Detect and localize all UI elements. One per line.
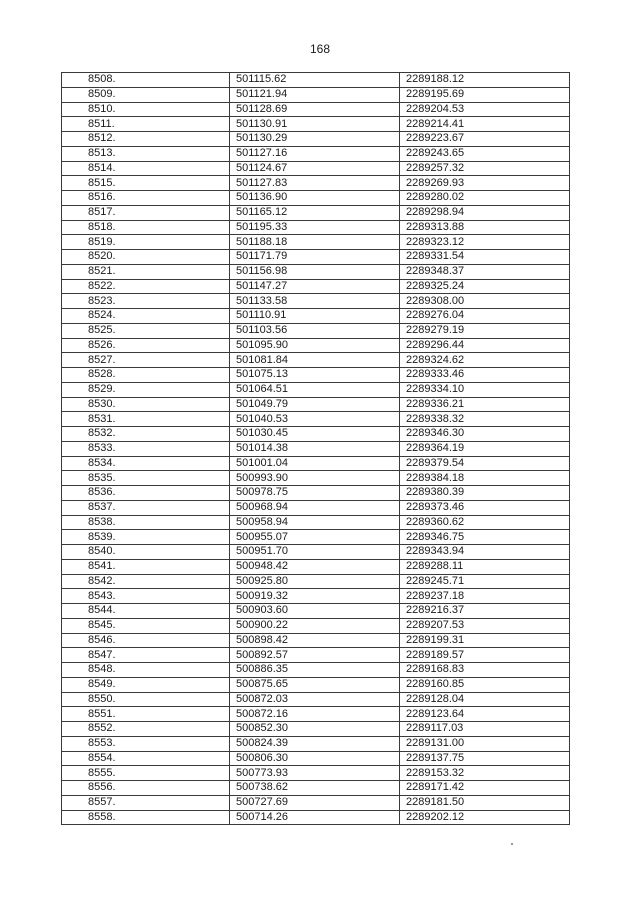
x-coordinate-cell: 501121.94 [230, 87, 400, 102]
point-number-cell: 8527. [62, 353, 230, 368]
y-coordinate-cell: 2289214.41 [400, 117, 570, 132]
table-row [62, 250, 570, 265]
y-coordinate-cell: 2289298.94 [400, 205, 570, 220]
table-row [62, 205, 570, 220]
y-coordinate-cell: 2289202.12 [400, 810, 570, 825]
x-coordinate-cell: 500872.16 [230, 707, 400, 722]
x-coordinate-cell: 501124.67 [230, 161, 400, 176]
point-number-cell: 8551. [62, 707, 230, 722]
y-coordinate-cell: 2289346.30 [400, 427, 570, 442]
y-coordinate-cell: 2289279.19 [400, 323, 570, 338]
x-coordinate-cell: 500919.32 [230, 589, 400, 604]
point-number-cell: 8525. [62, 323, 230, 338]
table-row [62, 382, 570, 397]
y-coordinate-cell: 2289195.69 [400, 87, 570, 102]
y-coordinate-cell: 2289334.10 [400, 382, 570, 397]
y-coordinate-cell: 2289276.04 [400, 309, 570, 324]
point-number-cell: 8517. [62, 205, 230, 220]
y-coordinate-cell: 2289331.54 [400, 250, 570, 265]
y-coordinate-cell: 2289181.50 [400, 795, 570, 810]
x-coordinate-cell: 500925.80 [230, 574, 400, 589]
x-coordinate-cell: 501133.58 [230, 294, 400, 309]
table-row [62, 368, 570, 383]
table-row [62, 781, 570, 796]
table-row [62, 515, 570, 530]
table-row [62, 397, 570, 412]
y-coordinate-cell: 2289325.24 [400, 279, 570, 294]
table-row [62, 530, 570, 545]
point-number-cell: 8536. [62, 486, 230, 501]
y-coordinate-cell: 2289336.21 [400, 397, 570, 412]
x-coordinate-cell: 500955.07 [230, 530, 400, 545]
point-number-cell: 8518. [62, 220, 230, 235]
x-coordinate-cell: 500714.26 [230, 810, 400, 825]
point-number-cell: 8537. [62, 500, 230, 515]
table-row [62, 692, 570, 707]
y-coordinate-cell: 2289160.85 [400, 677, 570, 692]
y-coordinate-cell: 2289168.83 [400, 663, 570, 678]
point-number-cell: 8544. [62, 604, 230, 619]
table-row [62, 294, 570, 309]
y-coordinate-cell: 2289245.71 [400, 574, 570, 589]
point-number-cell: 8528. [62, 368, 230, 383]
point-number-cell: 8523. [62, 294, 230, 309]
table-row [62, 176, 570, 191]
y-coordinate-cell: 2289243.65 [400, 146, 570, 161]
y-coordinate-cell: 2289384.18 [400, 471, 570, 486]
y-coordinate-cell: 2289308.00 [400, 294, 570, 309]
table-row [62, 161, 570, 176]
x-coordinate-cell: 501147.27 [230, 279, 400, 294]
table-row [62, 132, 570, 147]
point-number-cell: 8545. [62, 618, 230, 633]
point-number-cell: 8535. [62, 471, 230, 486]
x-coordinate-cell: 501110.91 [230, 309, 400, 324]
x-coordinate-cell: 501014.38 [230, 441, 400, 456]
x-coordinate-cell: 501049.79 [230, 397, 400, 412]
y-coordinate-cell: 2289333.46 [400, 368, 570, 383]
y-coordinate-cell: 2289348.37 [400, 264, 570, 279]
x-coordinate-cell: 500978.75 [230, 486, 400, 501]
point-number-cell: 8538. [62, 515, 230, 530]
table-row [62, 486, 570, 501]
point-number-cell: 8529. [62, 382, 230, 397]
y-coordinate-cell: 2289360.62 [400, 515, 570, 530]
point-number-cell: 8515. [62, 176, 230, 191]
table-row [62, 722, 570, 737]
x-coordinate-cell: 500806.30 [230, 751, 400, 766]
table-row [62, 191, 570, 206]
table-row [62, 87, 570, 102]
table-row [62, 618, 570, 633]
point-number-cell: 8534. [62, 456, 230, 471]
x-coordinate-cell: 500951.70 [230, 545, 400, 560]
point-number-cell: 8558. [62, 810, 230, 825]
point-number-cell: 8509. [62, 87, 230, 102]
point-number-cell: 8554. [62, 751, 230, 766]
y-coordinate-cell: 2289364.19 [400, 441, 570, 456]
point-number-cell: 8513. [62, 146, 230, 161]
table-row [62, 235, 570, 250]
point-number-cell: 8511. [62, 117, 230, 132]
point-number-cell: 8519. [62, 235, 230, 250]
table-row [62, 736, 570, 751]
table-row [62, 117, 570, 132]
coordinates-table-body [62, 73, 570, 825]
point-number-cell: 8510. [62, 102, 230, 117]
y-coordinate-cell: 2289137.75 [400, 751, 570, 766]
table-row [62, 412, 570, 427]
table-row [62, 146, 570, 161]
x-coordinate-cell: 501103.56 [230, 323, 400, 338]
point-number-cell: 8552. [62, 722, 230, 737]
point-number-cell: 8512. [62, 132, 230, 147]
y-coordinate-cell: 2289171.42 [400, 781, 570, 796]
y-coordinate-cell: 2289204.53 [400, 102, 570, 117]
table-row [62, 73, 570, 88]
table-row [62, 648, 570, 663]
y-coordinate-cell: 2289269.93 [400, 176, 570, 191]
point-number-cell: 8548. [62, 663, 230, 678]
y-coordinate-cell: 2289338.32 [400, 412, 570, 427]
y-coordinate-cell: 2289117.03 [400, 722, 570, 737]
point-number-cell: 8541. [62, 559, 230, 574]
point-number-cell: 8550. [62, 692, 230, 707]
y-coordinate-cell: 2289131.00 [400, 736, 570, 751]
x-coordinate-cell: 501136.90 [230, 191, 400, 206]
y-coordinate-cell: 2289280.02 [400, 191, 570, 206]
table-row [62, 220, 570, 235]
point-number-cell: 8556. [62, 781, 230, 796]
point-number-cell: 8526. [62, 338, 230, 353]
table-row [62, 677, 570, 692]
point-number-cell: 8557. [62, 795, 230, 810]
y-coordinate-cell: 2289199.31 [400, 633, 570, 648]
point-number-cell: 8508. [62, 73, 230, 88]
x-coordinate-cell: 500738.62 [230, 781, 400, 796]
y-coordinate-cell: 2289188.12 [400, 73, 570, 88]
point-number-cell: 8530. [62, 397, 230, 412]
x-coordinate-cell: 500875.65 [230, 677, 400, 692]
point-number-cell: 8542. [62, 574, 230, 589]
x-coordinate-cell: 501095.90 [230, 338, 400, 353]
table-row [62, 471, 570, 486]
point-number-cell: 8540. [62, 545, 230, 560]
point-number-cell: 8532. [62, 427, 230, 442]
x-coordinate-cell: 501130.29 [230, 132, 400, 147]
x-coordinate-cell: 500773.93 [230, 766, 400, 781]
point-number-cell: 8521. [62, 264, 230, 279]
table-row [62, 102, 570, 117]
coordinates-table [61, 72, 570, 825]
y-coordinate-cell: 2289189.57 [400, 648, 570, 663]
x-coordinate-cell: 500727.69 [230, 795, 400, 810]
x-coordinate-cell: 501040.53 [230, 412, 400, 427]
y-coordinate-cell: 2289379.54 [400, 456, 570, 471]
table-row [62, 810, 570, 825]
table-row [62, 795, 570, 810]
point-number-cell: 8543. [62, 589, 230, 604]
y-coordinate-cell: 2289153.32 [400, 766, 570, 781]
point-number-cell: 8533. [62, 441, 230, 456]
x-coordinate-cell: 501156.98 [230, 264, 400, 279]
y-coordinate-cell: 2289380.39 [400, 486, 570, 501]
page-number: 168 [309, 42, 331, 56]
x-coordinate-cell: 501195.33 [230, 220, 400, 235]
x-coordinate-cell: 500824.39 [230, 736, 400, 751]
x-coordinate-cell: 501128.69 [230, 102, 400, 117]
y-coordinate-cell: 2289324.62 [400, 353, 570, 368]
x-coordinate-cell: 501081.84 [230, 353, 400, 368]
y-coordinate-cell: 2289296.44 [400, 338, 570, 353]
y-coordinate-cell: 2289223.67 [400, 132, 570, 147]
x-coordinate-cell: 500852.30 [230, 722, 400, 737]
table-row [62, 766, 570, 781]
point-number-cell: 8539. [62, 530, 230, 545]
x-coordinate-cell: 500898.42 [230, 633, 400, 648]
y-coordinate-cell: 2289343.94 [400, 545, 570, 560]
table-row [62, 663, 570, 678]
point-number-cell: 8553. [62, 736, 230, 751]
table-row [62, 707, 570, 722]
point-number-cell: 8524. [62, 309, 230, 324]
y-coordinate-cell: 2289216.37 [400, 604, 570, 619]
x-coordinate-cell: 501130.91 [230, 117, 400, 132]
x-coordinate-cell: 500886.35 [230, 663, 400, 678]
table-row [62, 338, 570, 353]
point-number-cell: 8522. [62, 279, 230, 294]
table-row [62, 574, 570, 589]
table-row [62, 500, 570, 515]
point-number-cell: 8531. [62, 412, 230, 427]
point-number-cell: 8549. [62, 677, 230, 692]
point-number-cell: 8516. [62, 191, 230, 206]
y-coordinate-cell: 2289346.75 [400, 530, 570, 545]
table-row [62, 559, 570, 574]
x-coordinate-cell: 500948.42 [230, 559, 400, 574]
x-coordinate-cell: 500958.94 [230, 515, 400, 530]
x-coordinate-cell: 500900.22 [230, 618, 400, 633]
x-coordinate-cell: 500968.94 [230, 500, 400, 515]
table-row [62, 441, 570, 456]
x-coordinate-cell: 501115.62 [230, 73, 400, 88]
table-row [62, 604, 570, 619]
x-coordinate-cell: 501064.51 [230, 382, 400, 397]
point-number-cell: 8546. [62, 633, 230, 648]
point-number-cell: 8555. [62, 766, 230, 781]
x-coordinate-cell: 501171.79 [230, 250, 400, 265]
x-coordinate-cell: 500993.90 [230, 471, 400, 486]
y-coordinate-cell: 2289207.53 [400, 618, 570, 633]
y-coordinate-cell: 2289123.64 [400, 707, 570, 722]
point-number-cell: 8514. [62, 161, 230, 176]
y-coordinate-cell: 2289288.11 [400, 559, 570, 574]
x-coordinate-cell: 501001.04 [230, 456, 400, 471]
x-coordinate-cell: 501030.45 [230, 427, 400, 442]
x-coordinate-cell: 501127.83 [230, 176, 400, 191]
x-coordinate-cell: 501075.13 [230, 368, 400, 383]
y-coordinate-cell: 2289323.12 [400, 235, 570, 250]
y-coordinate-cell: 2289128.04 [400, 692, 570, 707]
point-number-cell: 8547. [62, 648, 230, 663]
table-row [62, 751, 570, 766]
table-row [62, 353, 570, 368]
table-row [62, 309, 570, 324]
table-row [62, 589, 570, 604]
table-row [62, 264, 570, 279]
y-coordinate-cell: 2289313.88 [400, 220, 570, 235]
x-coordinate-cell: 501188.18 [230, 235, 400, 250]
y-coordinate-cell: 2289373.46 [400, 500, 570, 515]
table-row [62, 545, 570, 560]
y-coordinate-cell: 2289237.18 [400, 589, 570, 604]
table-row [62, 427, 570, 442]
y-coordinate-cell: 2289257.32 [400, 161, 570, 176]
table-row [62, 279, 570, 294]
table-row [62, 456, 570, 471]
x-coordinate-cell: 500903.60 [230, 604, 400, 619]
x-coordinate-cell: 500892.57 [230, 648, 400, 663]
table-row [62, 323, 570, 338]
point-number-cell: 8520. [62, 250, 230, 265]
x-coordinate-cell: 500872.03 [230, 692, 400, 707]
table-row [62, 633, 570, 648]
x-coordinate-cell: 501127.16 [230, 146, 400, 161]
x-coordinate-cell: 501165.12 [230, 205, 400, 220]
scan-artifact-dot [511, 843, 513, 845]
